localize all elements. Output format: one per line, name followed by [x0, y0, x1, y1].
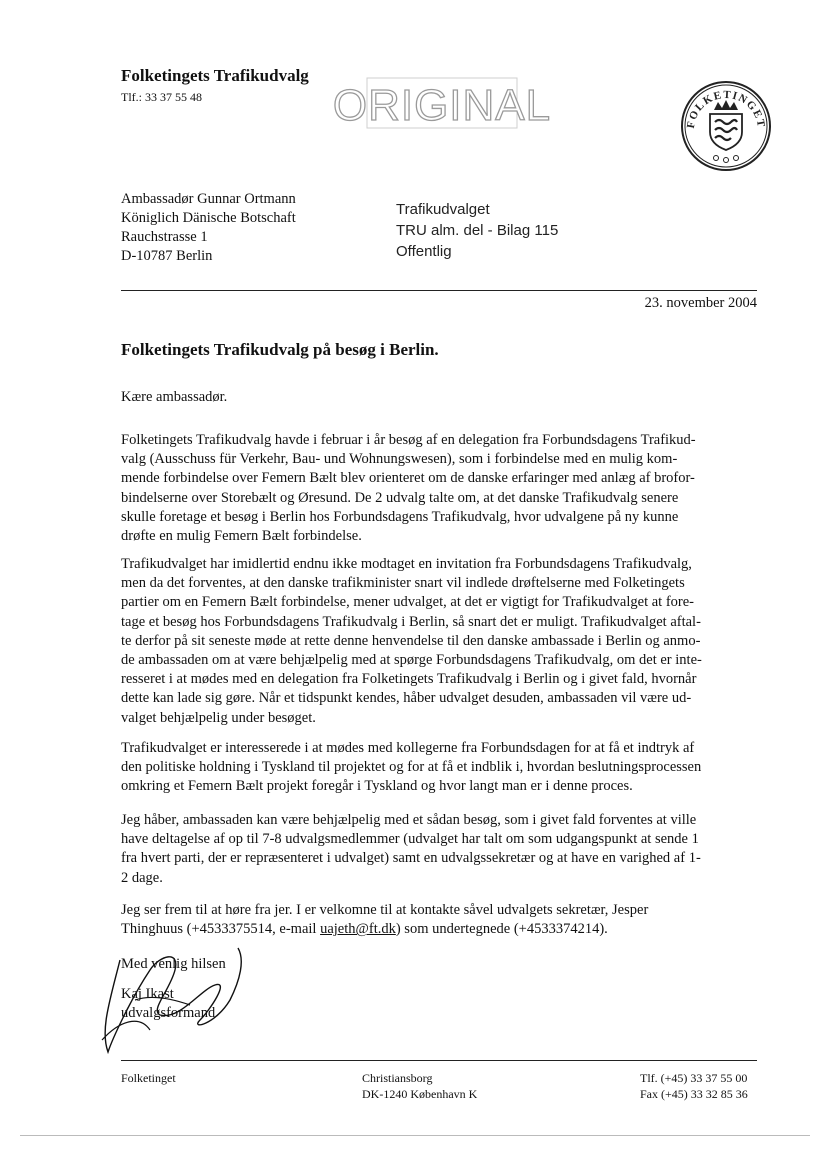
- footer-contact: [640, 1070, 748, 1102]
- footer-line: Christiansborg: [362, 1071, 433, 1085]
- text-line: fra hvert parti, der er repræsenteret i udvalget) samt en udvalgssekretær og at have en varighed af 1-: [121, 850, 701, 867]
- reference-block: [396, 199, 558, 262]
- text-line: drøfte en mulig Femern Bælt forbindelse.: [121, 528, 362, 545]
- recipient-line: D-10787 Berlin: [121, 248, 213, 264]
- recipient-line: Ambassadør Gunnar Ortmann: [121, 191, 296, 207]
- text-line: den politiske holdning i Tyskland til projektet og for at få et indblik i, hvordan beslutningsprocessen: [121, 759, 702, 776]
- text-line: dette kan lade sig gøre. Når et tidspunkt kendes, håber udvalget desuden, ambassaden vil være ud-: [121, 690, 692, 707]
- letterhead-title: Folketingets Trafikudvalg: [121, 66, 309, 85]
- footer-phone: Tlf. (+45) 33 37 55 00: [640, 1071, 748, 1085]
- reference-line: Trafikudvalget: [396, 201, 490, 218]
- text-line: men da det forventes, at den danske trafikminister snart vil indlede drøftelserne med Folketingets: [121, 575, 685, 592]
- text-line: Trafikudvalget er interesserede i at mødes med kollegerne fra Forbundsdagen for at få et indtryk af: [121, 740, 695, 756]
- email-link[interactable]: uajeth@ft.dk: [320, 921, 396, 938]
- footer-address: [362, 1070, 477, 1102]
- reference-line: Offentlig: [396, 243, 452, 260]
- letter-greeting: Kære ambassadør.: [121, 389, 228, 405]
- text-line: tage et besøg hos Forbundsdagens Trafikudvalg i Berlin, så snart det er muligt. Trafikudvalget aftal-: [121, 613, 701, 630]
- text-line: 2 dage.: [121, 869, 163, 886]
- footer-fax: Fax (+45) 33 32 85 36: [640, 1087, 748, 1101]
- original-stamp: [332, 74, 552, 132]
- text-line: resseret i at mødes med en delegation fra Folketingets Trafikudvalg i Berlin og i givet fald, hvornår: [121, 671, 697, 688]
- footer-left: Folketinget: [121, 1071, 176, 1085]
- text-line: [121, 920, 761, 939]
- signer-title: udvalgsformand: [121, 1005, 216, 1021]
- text-line: Trafikudvalget har imidlertid endnu ikke modtaget en invitation fra Forbundsdagens Trafikudvalg,: [121, 556, 692, 572]
- text-line: valget behjælpelig under besøget.: [121, 709, 316, 726]
- letter-date: 23. november 2004: [644, 295, 757, 311]
- text-line: mende forbindelse over Femern Bælt blev orienteret om de danske erfaringer med anlæg af brofor-: [121, 470, 695, 487]
- body-paragraph-closing: [121, 901, 761, 939]
- text-line: Jeg ser frem til at høre fra jer. I er velkomne til at kontakte såvel udvalgets sekretær, Jesper: [121, 902, 649, 918]
- text-line: have deltagelse af op til 7-8 udvalgsmedlemmer (udvalget har talt om som udgangspunkt at sende 1: [121, 831, 699, 848]
- seal-text: FOLKETINGET: [684, 88, 768, 130]
- body-paragraph-4: [121, 811, 761, 888]
- recipient-address: [121, 190, 296, 266]
- recipient-line: Rauchstrasse 1: [121, 229, 208, 245]
- body-paragraph-3: [121, 739, 761, 797]
- text-line: te derfor på sit seneste møde at rette denne henvendelse til den danske ambassade i Berlin og anmo-: [121, 632, 701, 649]
- letter-subject: Folketingets Trafikudvalg på besøg i Berlin.: [121, 340, 439, 359]
- letterhead-phone: Tlf.: 33 37 55 48: [121, 90, 202, 104]
- text-segment: Thinghuus (+4533375514, e-mail: [121, 921, 321, 938]
- folketinget-seal: [680, 80, 772, 172]
- body-paragraph-1: [121, 431, 761, 546]
- stamp-text: ORIGINAL: [332, 81, 552, 130]
- footer-divider: [121, 1060, 757, 1061]
- header-divider: [121, 290, 757, 291]
- scan-edge-line: [20, 1135, 810, 1136]
- text-line: bindelserne over Storebælt og Øresund. De 2 udvalg talte om, at det danske Trafikudvalg senere: [121, 489, 679, 506]
- recipient-line: Königlich Dänische Botschaft: [121, 210, 296, 226]
- sign-off: Med venlig hilsen: [121, 956, 226, 972]
- text-line: Folketingets Trafikudvalg havde i februar i år besøg af en delegation fra Forbundsdagens Trafikud-: [121, 432, 696, 448]
- text-line: partier om en Femern Bælt forbindelse, mener udvalget, at det er vigtigt for Trafikudvalget at fore-: [121, 594, 694, 611]
- text-segment: ) som undertegnede (+4533374214).: [395, 921, 608, 938]
- text-line: valg (Ausschuss für Verkehr, Bau- und Wohnungswesen), som i forbindelse med en mulig kom-: [121, 451, 678, 468]
- text-line: omkring et Femern Bælt projekt foregår i Tyskland og hvor langt man er i denne proces.: [121, 778, 633, 795]
- text-line: de ambassaden om at være behjælpelig med at spørge Forbundsdagens Trafikudvalg, om det er inte-: [121, 652, 702, 669]
- text-line: Jeg håber, ambassaden kan være behjælpelig med et sådan besøg, som i givet fald forventes at ville: [121, 812, 697, 828]
- signer-name: Kaj Ikast: [121, 985, 174, 1002]
- body-paragraph-2: [121, 555, 761, 728]
- reference-line: TRU alm. del - Bilag 115: [396, 222, 559, 239]
- footer-line: DK-1240 København K: [362, 1087, 478, 1101]
- handwritten-signature: [90, 940, 290, 1060]
- text-line: skulle foretage et besøg i Berlin hos Forbundsdagens Trafikudvalg, hvor udvalgene på ny kunne: [121, 508, 679, 525]
